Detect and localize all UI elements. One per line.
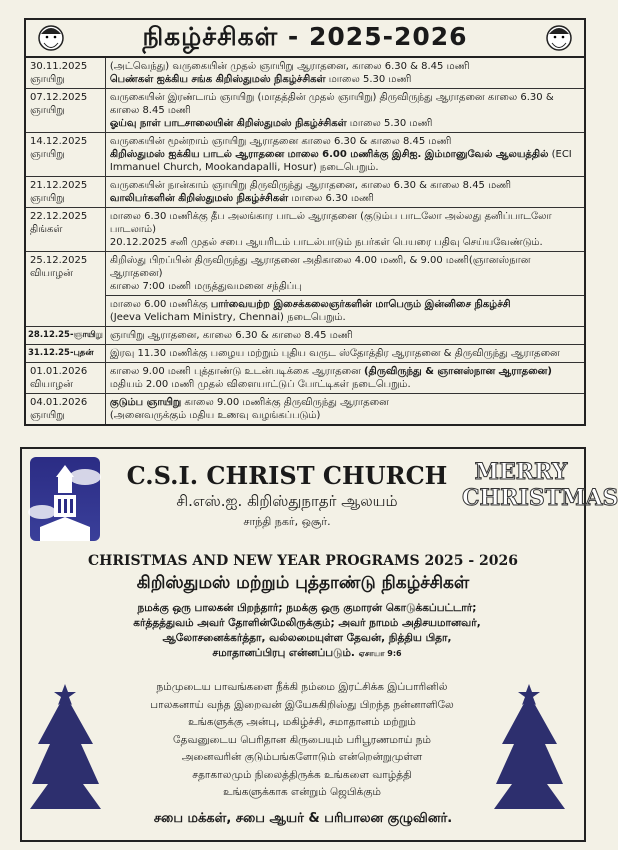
greeting-line: நம்முடைய பாவங்களை நீக்கி நம்மை இரட்சிக்க இப்பாரினில் [156,681,448,693]
date-cell [25,133,105,177]
greeting-message [122,679,482,802]
event-date: 21.12.2025 [30,180,88,191]
event-highlight: பார்வையற்ற இசைக்கலைஞர்களின் மாபெரும் இன்னிசை நிகழ்ச்சி [210,299,511,310]
event-line [110,73,580,86]
date-cell [25,57,105,89]
greeting-line: பாலகனாய் வந்த இறைவன் இயேசுகிறிஸ்து பிறந்த நன்னாளிலே [150,698,454,711]
event-text: காலை 9.00 மணிக்கு திருவிருந்து ஆராதனை [181,397,389,408]
event-text: (Jeeva Velicham Ministry, Chennai) நடைபெறும். [109,312,346,323]
event-text: மாலை 6.30 மணி [288,193,374,204]
event-cell [105,296,585,327]
event-line [110,236,580,249]
event-date: 01.01.2026 [30,366,88,377]
event-highlight: ஓய்வு நாள் பாடசாலையின் கிறிஸ்துமஸ் நிகழ்ச்சிகள் [109,118,347,129]
event-text: வருகையின் இரண்டாம் ஞாயிறு (மாதத்தின் முதல் ஞாயிறு) திருவிருந்து ஆராதனை காலை 6.30 & காலை 8.45 மணி [109,92,554,116]
event-line [110,365,580,378]
event-highlight: (திருவிருந்து & ஞானஸ்நான ஆராதனை) [363,366,552,377]
event-line [110,117,580,130]
event-line [110,60,580,73]
event-cell [105,252,585,296]
event-cell [105,89,585,133]
event-line [110,91,580,117]
event-day: வியாழன் [30,379,73,390]
schedule-row [25,345,585,363]
event-text: வருகையின் மூன்றாம் ஞாயிறு ஆராதனை காலை 6.30 & காலை 8.45 மணி [109,136,452,147]
greeting-line: அனைவரின் குடும்பங்களோடும் என்றென்றுமுள்ள [181,751,423,763]
event-date: 30.11.2025 [30,61,88,72]
church-name: C.S.I. CHRIST CHURCH [126,461,448,490]
event-cell [105,133,585,177]
event-cell [105,345,585,363]
schedule-row [25,394,585,426]
schedule-row [25,296,585,327]
event-line [110,148,580,174]
verse-line: கர்த்தத்துவம் அவர் தோளின்மேலிருக்கும்; அவர் நாமம் அதிசயமானவர், [133,617,481,629]
verse-reference: ஏசாயா 9:6 [358,649,402,658]
event-line [110,409,580,422]
event-date: 25.12.2025 [30,255,88,266]
event-text: இரவு 11.30 மணிக்கு பழைய மற்றும் புதிய வருட ஸ்தோத்திர ஆராதனை & திருவிருந்து ஆராதனை [109,348,560,359]
event-line [110,378,580,391]
greeting-line: உங்களுக்கு அன்பு, மகிழ்ச்சி, சமாதானம் மற்றும் [188,716,416,728]
christmas-text: CHRISTMAS [462,485,618,511]
event-date: 07.12.2025 [30,92,88,103]
schedule-row [25,133,585,177]
event-text: மாலை 6.00 மணிக்கு [109,299,211,310]
greeting-line: சதாகாலமும் நிலைத்திருக்க உங்களை வாழ்த்தி [192,768,412,781]
event-date: 22.12.2025 [30,211,88,222]
event-day: ஞாயிறு [30,105,65,116]
event-date: 04.01.2026 [30,397,88,408]
event-text: (அனைவருக்கும் மதிய உணவு வழங்கப்படும்) [109,410,321,421]
event-line [110,280,580,293]
event-line [110,396,580,409]
event-cell [105,363,585,394]
event-line [110,311,580,324]
event-text: கிறிஸ்து பிறப்பின் திருவிருந்து ஆராதனை அதிகாலை 4.00 மணி, & 9.00 மணி(ஞானஸ்நான ஆராதனை) [109,255,531,279]
event-text: ஞாயிறு ஆராதனை, காலை 6.30 & காலை 8.45 மணி [109,330,353,341]
event-cell [105,57,585,89]
event-day: வியாழன் [30,268,73,279]
event-line [110,347,580,360]
event-text: காலை 7:00 மணி மருத்துவமனை சந்திப்பு [109,281,302,292]
bible-verse [102,601,512,661]
date-cell [25,345,105,363]
date-cell [25,327,105,345]
santa-icon [544,22,574,54]
schedule-row [25,89,585,133]
event-date: 31.12.25-புதன் [28,348,94,358]
event-cell [105,208,585,252]
event-text: (அட்வெந்து) வருகையின் முதல் ஞாயிறு ஆராதனை, காலை 6.30 & 8.45 மணி [109,61,470,72]
event-line [110,135,580,148]
schedule-row [25,177,585,208]
schedule-header [24,18,586,56]
merry-christmas-logo [462,459,618,511]
programs-title-tamil: கிறிஸ்துமஸ் மற்றும் புத்தாண்டு நிகழ்ச்சிகள் [136,573,470,593]
event-text: மாலை 6.30 மணிக்கு தீப அலங்கார பாடல் ஆராதனை (குடும்ப பாடலோ அல்லது தனிப்பாடலோ பாடலாம்) [109,211,552,235]
event-line [110,254,580,280]
event-text: வருகையின் நான்காம் ஞாயிறு திருவிருந்து ஆராதனை, காலை 6.30 & காலை 8.45 மணி [109,180,512,191]
schedule-row [25,208,585,252]
event-line [110,179,580,192]
church-logo [30,457,100,541]
programs-title-english: CHRISTMAS AND NEW YEAR PROGRAMS 2025 - 2026 [88,553,518,569]
event-text: மாலை 5.30 மணி [346,118,433,129]
christmas-tree-icon [492,684,567,814]
event-date: 14.12.2025 [30,136,88,147]
date-cell [25,252,105,327]
event-text: 20.12.2025 சனி முதல் சபை ஆயரிடம் பாடல்பாடும் நபர்கள் பெயரை பதிவு செய்யவேண்டும். [109,237,543,248]
event-day: ஞாயிறு [30,410,65,421]
event-text: காலை 9.00 மணி புத்தாண்டு உடன்படிக்கை ஆராதனை [109,366,364,377]
event-text: (ECI Immanuel Church, Mookandapalli, Hosur) நடைபெறும். [109,149,572,173]
christmas-tree-icon [28,684,103,814]
date-cell [25,177,105,208]
event-highlight: கிறிஸ்துமஸ் ஐக்கிய பாடல் ஆராதனை மாலை 6.00 மணிக்கு இசிஐ. இம்மானுவேல் ஆலயத்தில் [109,149,549,160]
event-line [110,298,580,311]
schedule-row [25,57,585,89]
event-highlight: பெண்கள் ஐக்கிய சங்க கிறிஸ்துமஸ் நிகழ்ச்சிகள் [109,74,326,85]
schedule-table [24,56,586,426]
event-highlight: குடும்ப ஞாயிறு [109,397,182,408]
event-day: ஞாயிறு [30,149,65,160]
event-day: ஞாயிறு [30,74,65,85]
date-cell [25,208,105,252]
church-name-tamil: சி.எஸ்.ஐ. கிறிஸ்துநாதர் ஆலயம் [176,492,398,510]
santa-icon [36,22,66,54]
event-text: மதியம் 2.00 மணி முதல் விளையாட்டுப் போட்டிகள் நடைபெறும். [109,379,411,390]
event-line [110,329,580,342]
verse-line: சமாதானப்பிரபு என்னப்படும். [212,647,355,659]
verse-line: ஆலோசனைக்கர்த்தா, வல்லமையுள்ள தேவன், நித்திய பிதா, [162,632,452,644]
event-cell [105,327,585,345]
signature: சபை மக்கள், சபை ஆயர் & பரிபாலன குழுவினர். [153,811,453,826]
event-day: ஞாயிறு [30,193,65,204]
event-date: 28.12.25-ஞாயிறு [28,330,103,340]
date-cell [25,394,105,426]
event-day: திங்கள் [30,224,63,235]
schedule-row [25,252,585,296]
schedule-title: நிகழ்ச்சிகள் - 2025-2026 [142,21,468,51]
event-line [110,192,580,205]
church-greeting-card [20,447,618,842]
date-cell [25,89,105,133]
merry-text: MERRY [474,459,568,485]
event-cell [105,394,585,426]
date-cell [25,363,105,394]
event-text: மாலை 5.30 மணி [325,74,412,85]
schedule-row [25,363,585,394]
greeting-line: தேவனுடைய பெரிதான கிருபையும் பரிபூரணமாய் நம் [173,733,431,746]
greeting-line: உங்களுக்காக என்றும் ஜெபிக்கும் [223,786,381,798]
schedule-row [25,327,585,345]
verse-line: நமக்கு ஒரு பாலகன் பிறந்தார்; நமக்கு ஒரு குமாரன் கொடுக்கப்பட்டார்; [137,602,477,614]
event-highlight: வாலிபர்களின் கிறிஸ்துமஸ் நிகழ்ச்சிகள் [109,193,289,204]
event-cell [105,177,585,208]
event-line [110,210,580,236]
church-location: சாந்தி நகர், ஒசூர். [243,515,331,528]
